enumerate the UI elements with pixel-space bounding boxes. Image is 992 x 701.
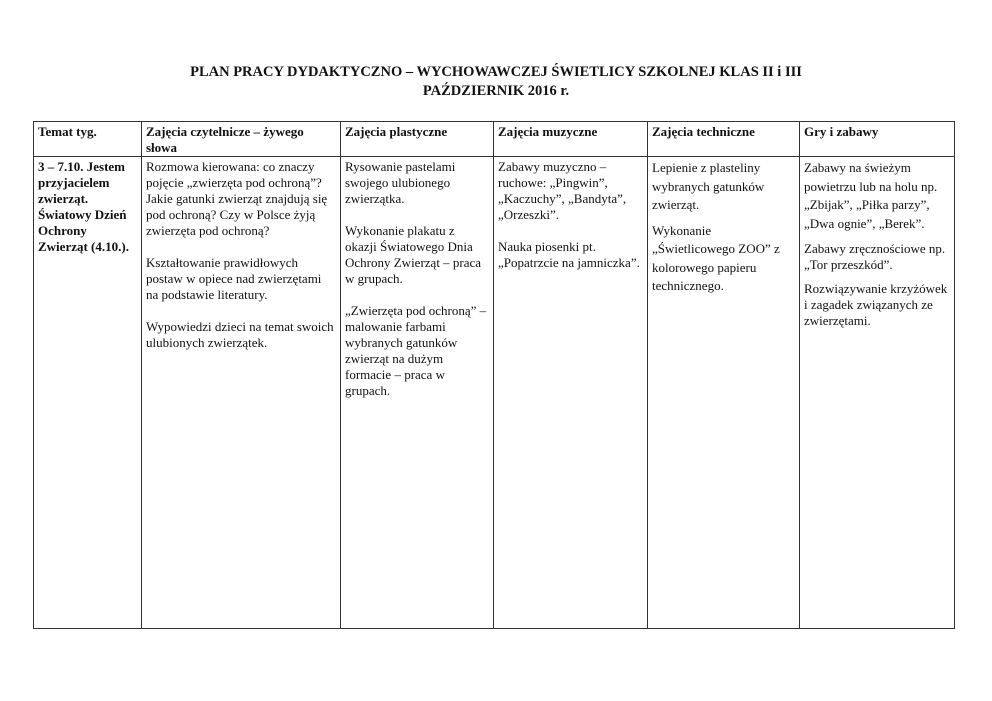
gry-paragraph: Zabawy zręcznościowe np. „Tor przeszkód”. <box>804 241 946 272</box>
document-title: PLAN PRACY DYDAKTYCZNO – WYCHOWAWCZEJ ŚWIETLICY SZKOLNEJ KLAS II i III <box>190 64 802 80</box>
column-header-czytelnicze: Zajęcia czytelnicze – żywego słowa <box>142 122 341 157</box>
cell-muzyczne <box>494 157 648 629</box>
cell-techniczne <box>648 157 800 629</box>
techniczne-paragraph: Wykonanie „Świetlicowego ZOO” z kolorowego papieru technicznego. <box>652 222 780 293</box>
column-header-temat: Temat tyg. <box>34 122 142 157</box>
column-header-gry: Gry i zabawy <box>800 122 955 157</box>
plastyczne-paragraph: Wykonanie plakatu z okazji Światowego Dnia Ochrony Zwierząt – praca w grupach. <box>345 223 482 286</box>
table-row <box>34 157 955 629</box>
plastyczne-paragraph: Rysowanie pastelami swojego ulubionego zwierzątka. <box>345 159 456 206</box>
muzyczne-paragraph: Zabawy muzyczno – ruchowe: „Pingwin”, „Kaczuchy”, „Bandyta”, „Orzeszki”. <box>498 159 627 222</box>
cell-gry <box>800 157 955 629</box>
techniczne-paragraph: Lepienie z plasteliny wybranych gatunków zwierząt. <box>652 160 765 212</box>
gry-paragraph: Rozwiązywanie krzyżówek i zagadek związanych ze zwierzętami. <box>804 281 948 328</box>
column-header-plastyczne: Zajęcia plastyczne <box>341 122 494 157</box>
column-header-techniczne: Zajęcia techniczne <box>648 122 800 157</box>
cell-temat <box>34 157 142 629</box>
column-header-muzyczne: Zajęcia muzyczne <box>494 122 648 157</box>
czytelnicze-paragraph: Rozmowa kierowana: co znaczy pojęcie „zwierzęta pod ochroną”? Jakie gatunki zwierząt znajdują się pod ochroną? Czy w Polsce żyją zwierzęta pod ochroną? <box>146 159 328 238</box>
document-heading <box>0 63 992 101</box>
document-subtitle-month: PAŹDZIERNIK 2016 r. <box>422 83 570 99</box>
gry-paragraph: Zabawy na świeżym powietrzu lub na holu np. „Zbijak”, „Piłka parzy”, „Dwa ognie”, „Berek”. <box>804 160 938 231</box>
cell-czytelnicze <box>142 157 341 629</box>
table-header-row <box>34 122 955 157</box>
czytelnicze-paragraph: Wypowiedzi dzieci na temat swoich ulubionych zwierzątek. <box>146 319 334 350</box>
temat-text: 3 – 7.10. Jestem przyjacielem zwierząt. Światowy Dzień Ochrony Zwierząt (4.10.). <box>38 159 129 254</box>
czytelnicze-paragraph: Kształtowanie prawidłowych postaw w opiece nad zwierzętami na podstawie literatury. <box>146 255 322 302</box>
muzyczne-paragraph: Nauka piosenki pt. „Popatrzcie na jamniczka”. <box>498 239 640 270</box>
plastyczne-paragraph: „Zwierzęta pod ochroną” – malowanie farbami wybranych gatunków zwierząt na dużym formacie – praca w grupach. <box>345 303 487 398</box>
plan-table <box>33 121 955 629</box>
cell-plastyczne <box>341 157 494 629</box>
